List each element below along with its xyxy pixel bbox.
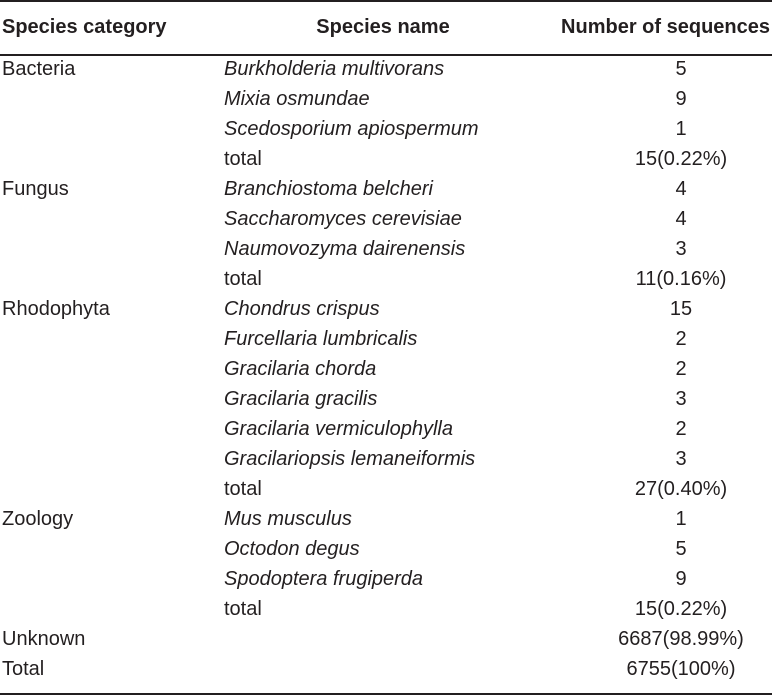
table-row [0, 534, 772, 564]
species-name-cell: Gracilaria vermiculophylla [224, 417, 453, 440]
species-category-cell [0, 474, 222, 504]
sequence-count-cell: 11(0.16%) [635, 267, 727, 290]
table-row [0, 324, 772, 354]
species-name-cell: Chondrus crispus [224, 297, 380, 320]
table-row [0, 564, 772, 594]
table-row [0, 414, 772, 444]
species-name-cell: Mixia osmundae [224, 87, 370, 110]
table-body [0, 54, 772, 684]
species-name-cell: Mus musculus [224, 507, 352, 530]
sequence-count-cell: 15(0.22%) [634, 597, 728, 620]
species-category-cell [0, 354, 222, 384]
sequence-count-cell: 6755(100%) [626, 657, 736, 680]
species-category-cell [0, 84, 222, 114]
sequence-count-cell: 15 [669, 297, 693, 320]
sequence-count-cell: 5 [675, 537, 687, 560]
table-row [0, 474, 772, 504]
species-name-cell [222, 654, 544, 684]
table-row [0, 264, 772, 294]
sequence-count-cell: 4 [675, 177, 687, 200]
table-row [0, 84, 772, 114]
species-name-cell: total [224, 597, 262, 620]
species-name-cell: Gracilaria gracilis [224, 387, 378, 410]
species-category-cell [0, 204, 222, 234]
species-name-cell: Burkholderia multivorans [224, 57, 445, 80]
table-row [0, 114, 772, 144]
table-row [0, 294, 772, 324]
species-name-cell: Gracilaria chorda [224, 357, 377, 380]
table-row [0, 54, 772, 84]
sequence-count-cell: 2 [675, 357, 687, 380]
sequence-count-cell: 15(0.22%) [634, 147, 728, 170]
species-name-cell [222, 624, 544, 654]
species-name-cell: Spodoptera frugiperda [224, 567, 424, 590]
table-row [0, 594, 772, 624]
species-category-cell [0, 444, 222, 474]
header-species-category: Species category [2, 15, 167, 38]
table-row [0, 144, 772, 174]
species-name-cell: Saccharomyces cerevisiae [224, 207, 462, 230]
sequence-count-cell: 1 [675, 117, 687, 140]
table-row [0, 624, 772, 654]
species-name-cell: Naumovozyma dairenensis [224, 237, 466, 260]
species-name-cell: total [224, 477, 262, 500]
sequence-count-cell: 5 [675, 57, 687, 80]
species-name-cell: Scedosporium apiospermum [224, 117, 479, 140]
table-row [0, 204, 772, 234]
table-row [0, 234, 772, 264]
species-name-cell: total [224, 147, 262, 170]
species-category-cell [0, 384, 222, 414]
species-name-cell: Octodon degus [224, 537, 360, 560]
sequence-count-cell: 3 [675, 387, 687, 410]
sequence-count-cell: 9 [675, 567, 687, 590]
header-row [0, 0, 772, 54]
species-category-cell: Unknown [2, 627, 86, 650]
species-category-cell: Rhodophyta [2, 297, 110, 320]
sequence-count-cell: 2 [675, 327, 687, 350]
species-name-cell: Branchiostoma belcheri [224, 177, 433, 200]
sequence-count-cell: 3 [675, 237, 687, 260]
sequence-count-cell: 6687(98.99%) [618, 627, 744, 650]
table-row [0, 654, 772, 684]
species-category-cell [0, 324, 222, 354]
species-category-cell [0, 594, 222, 624]
species-name-cell: Furcellaria lumbricalis [224, 327, 418, 350]
header-number-of-sequences: Number of sequences [561, 15, 770, 38]
species-category-cell [0, 564, 222, 594]
species-category-cell: Zoology [2, 507, 74, 530]
table-row [0, 174, 772, 204]
species-category-cell [0, 414, 222, 444]
sequence-count-cell: 1 [675, 507, 687, 530]
table-row [0, 504, 772, 534]
sequence-count-cell: 2 [675, 417, 687, 440]
sequence-count-cell: 4 [675, 207, 687, 230]
table-row [0, 384, 772, 414]
header-species-name: Species name [316, 15, 450, 38]
species-category-cell [0, 234, 222, 264]
sequence-count-cell: 27(0.40%) [634, 477, 728, 500]
species-category-cell [0, 534, 222, 564]
species-category-cell [0, 114, 222, 144]
species-category-cell: Total [2, 657, 45, 680]
sequence-count-cell: 9 [675, 87, 687, 110]
sequence-count-cell: 3 [675, 447, 687, 470]
species-name-cell: total [224, 267, 262, 290]
species-category-cell [0, 264, 222, 294]
table-row [0, 444, 772, 474]
species-category-cell: Bacteria [2, 57, 76, 80]
species-name-cell: Gracilariopsis lemaneiformis [224, 447, 476, 470]
species-category-cell: Fungus [2, 177, 69, 200]
table-row [0, 354, 772, 384]
species-category-cell [0, 144, 222, 174]
